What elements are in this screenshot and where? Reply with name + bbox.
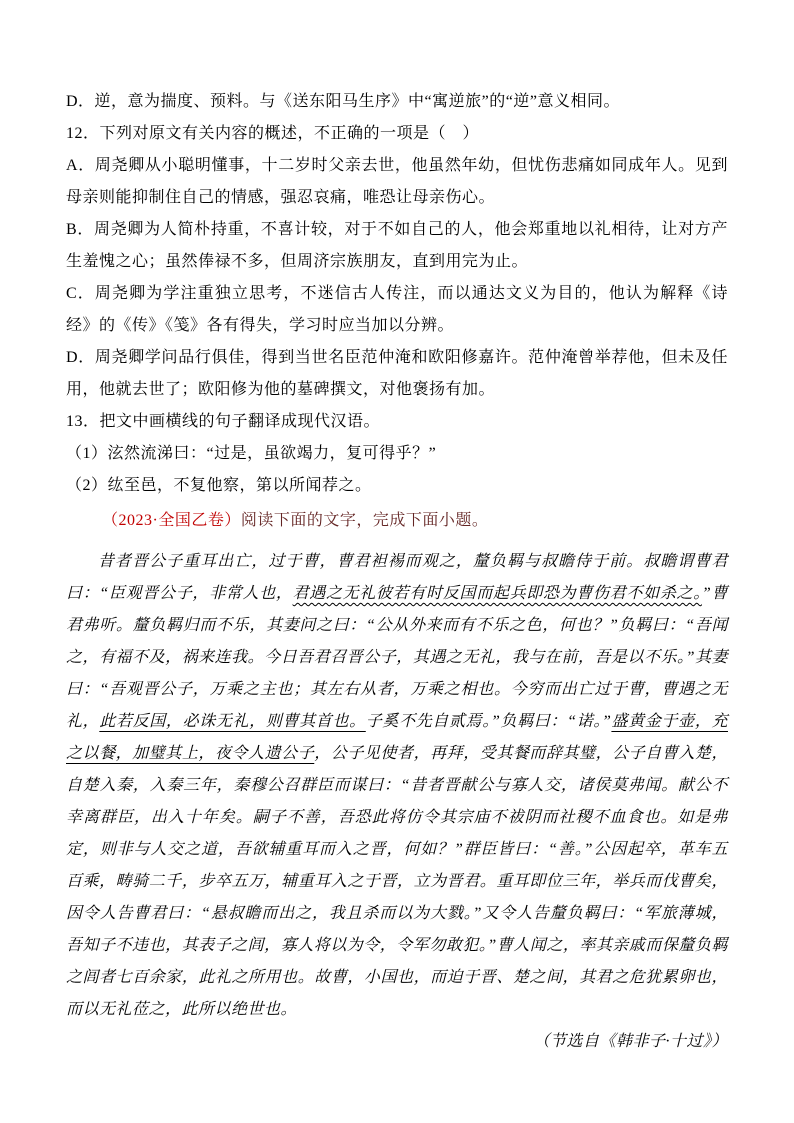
- passage-source-attribution: （节选自《韩非子·十过》）: [533, 1033, 728, 1050]
- classical-chinese-passage: [66, 546, 728, 1026]
- question-12-option-c: C．周尧卿为学注重独立思考，不迷信古人传注，而以通达文义为目的，他认为解释《诗经》的《传》《笺》各有得失，学习时应当加以分辨。: [66, 285, 728, 334]
- passage-segment-normal: 昔者晋公子重耳出亡，过于曹，曹君袒裼而观之，釐负羁与叔瞻侍于前。叔瞻谓曹君曰：“臣观晋公子，非常人也，: [66, 553, 728, 602]
- passage-segment-normal: ”曹君弗听。釐负羁归而不乐，其妻问之曰：“公从外来而有不乐之色，何也？”负羁曰：“吾闻之，有福不及，祸来连我。今日吾君召晋公子，其遇之无礼，我与在前，吾是以不乐。”其妻曰：“吾观晋公子，万乘之主也；其左右从者，万乘之相也。今穷而出亡过于曹，曹遇之无礼，: [66, 585, 728, 730]
- passage-segment-normal: ，公子见使者，再拜，受其餐而辞其璧，公子自曹入楚，自楚入秦，入秦三年，秦穆公召群臣而谋曰：“昔者晋献公与寡人交，诸侯莫弗闻。献公不幸离群臣，出入十年矣。嗣子不善，吾恐此将仿令其宗庙不祓阴而社稷不血食也。如是弗定，则非与人交之道，吾欲辅重耳而入之晋，何如？”群臣皆曰：“善。”公因起卒，革车五百乘，畴骑二千，步卒五万，辅重耳入之于晋，立为晋君。重耳即位三年，举兵而伐曹矣，因令人告曹君曰：“悬叔瞻而出之，我且杀而以为大戮。”又令人告釐负羁曰：“军旅薄城，吾知子不违也，其表子之闾，寡人将以为令，令军勿敢犯。”曹人闻之，率其亲戚而保釐负羁之闾者七百余家，此礼之所用也。故曹，小国也，而迫于晋、楚之间，其君之危犹累卵也，而以无礼莅之，此所以绝世也。: [66, 745, 728, 1018]
- question-12-option-a: A．周尧卿从小聪明懂事，十二岁时父亲去世，他虽然年幼，但忧伤悲痛如同成年人。见到母亲则能抑制住自己的情感，强忍哀痛，唯恐让母亲伤心。: [66, 157, 728, 206]
- passage-segment-underline: 此若反国，必诛无礼，则曹其首也。: [99, 713, 366, 730]
- question-12-option-b: B．周尧卿为人简朴持重，不喜计较，对于不如自己的人，他会郑重地以礼相待，让对方产生羞愧之心；虽然俸禄不多，但周济宗族朋友，直到用完为止。: [66, 221, 728, 270]
- section-heading: [66, 505, 728, 537]
- question-13-stem: 13．把文中画横线的句子翻译成现代汉语。: [66, 413, 381, 430]
- exam-source-tag: （2023·全国乙卷）: [102, 512, 241, 529]
- passage-segment-wavy: 君遇之无礼彼若有时反国而起兵即恐为曹伤君不如杀之。: [292, 585, 702, 602]
- question-13-item-2: （2）纮至邑，不复他察，第以所闻荐之。: [66, 477, 372, 494]
- question-12-option-d: D．周尧卿学问品行俱佳，得到当世名臣范仲淹和欧阳修嘉许。范仲淹曾举荐他，但未及任用，他就去世了；欧阳修为他的墓碑撰文，对他褒扬有加。: [66, 349, 728, 398]
- question-12-stem: 12．下列对原文有关内容的概述，不正确的一项是（ ）: [66, 125, 480, 142]
- passage-segment-normal: 子奚不先自贰焉。”负羁曰：“诺。”: [365, 713, 612, 730]
- question-13-item-1: （1）泫然流涕曰：“过是，虽欲竭力，复可得乎？”: [66, 445, 437, 462]
- reading-instruction: 阅读下面的文字，完成下面小题。: [240, 512, 489, 529]
- passage-segment-underline: 盛黄金于壶，充之以餐，加璧其上，夜令人遗公子: [66, 713, 728, 762]
- prev-question-option-d: D．逆，意为揣度、预料。与《送东阳马生序》中“寓逆旅”的“逆”意义相同。: [66, 93, 620, 110]
